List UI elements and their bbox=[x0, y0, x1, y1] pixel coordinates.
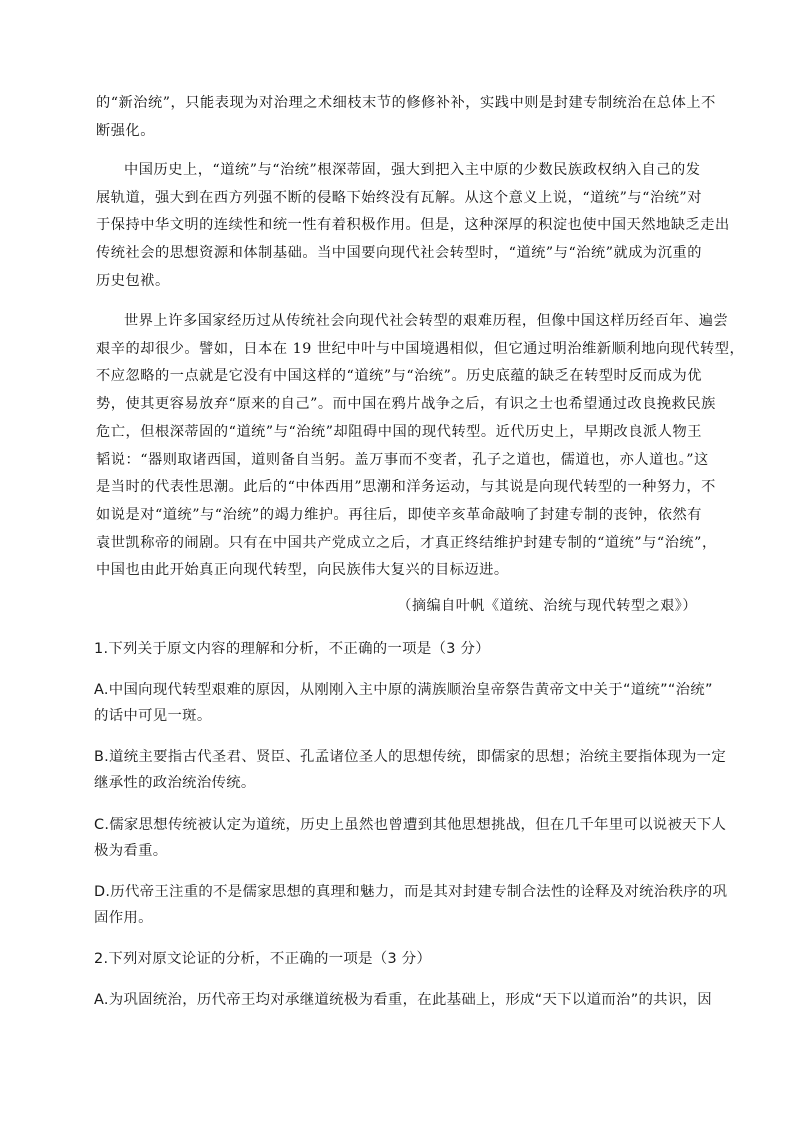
option-text: D.历代帝王注重的不是儒家思想的真理和魅力，而是其对封建专制合法性的诠释及对统治秩序的巩 bbox=[94, 884, 728, 900]
text-line: 传统社会的思想资源和体制基础。当中国要向现代社会转型时，“道统”与“治统”就成为沉重的 bbox=[96, 245, 702, 262]
question-2-stem bbox=[94, 946, 702, 972]
question-1-stem bbox=[94, 636, 702, 662]
text-line: 中国也由此开始真正向现代转型，向民族伟大复兴的目标迈进。 bbox=[96, 562, 509, 579]
option-text: A.为巩固统治，历代帝王均对承继道统极为看重，在此基础上，形成“天下以道而治”的共识，因 bbox=[94, 992, 712, 1008]
text-line: 危亡，但根深蒂固的“道统”与“治统”却阻碍中国的现代转型。近代历史上，早期改良派人物王 bbox=[96, 423, 702, 440]
passage-source: （摘编自叶帆《道统、治统与现代转型之艰》） bbox=[397, 598, 697, 614]
question-1-option-a bbox=[94, 677, 713, 729]
text-line: 于保持中华文明的连续性和统一性有着积极作用。但是，这种深厚的积淀也使中国天然地缺乏走出 bbox=[96, 217, 730, 234]
question-text: 1.下列关于原文内容的理解和分析，不正确的一项是（3 分） bbox=[94, 641, 490, 657]
option-text: 固作用。 bbox=[94, 910, 153, 926]
question-1-option-c bbox=[94, 812, 727, 864]
text-line: 艰辛的却很少。譬如，日本在 19 世纪中叶与中国境遇相似，但它通过明治维新顺利地向现代转型， bbox=[96, 340, 745, 357]
question-text: 2.下列对原文论证的分析，不正确的一项是（3 分） bbox=[94, 951, 432, 967]
text-line: 历史包袱。 bbox=[96, 272, 170, 289]
passage-paragraph-2 bbox=[96, 157, 730, 296]
question-1-option-d bbox=[94, 879, 728, 931]
text-line: 如说是对“道统”与“治统”的竭力维护。再往后，即使辛亥革命敲响了封建专制的丧钟，依然有 bbox=[96, 506, 702, 523]
option-text: 的话中可见一斑。 bbox=[94, 708, 212, 724]
text-line: 的“新治统”，只能表现为对治理之术细枝末节的修修补补，实践中则是封建专制统治在总体上不 bbox=[96, 95, 716, 111]
text-line: 中国历史上，“道统”与“治统”根深蒂固，强大到把入主中原的少数民族政权纳入自己的发 bbox=[124, 162, 701, 178]
text-line: 韬说：“器则取诸西国，道则备自当躬。盖万事而不变者，孔子之道也，儒道也，亦人道也。”这 bbox=[96, 451, 709, 468]
option-text: B.道统主要指古代圣君、贤臣、孔孟诸位圣人的思想传统，即儒家的思想；治统主要指体现为一定 bbox=[94, 749, 727, 765]
text-line: 势，使其更容易放弃“原来的自己”。而中国在鸦片战争之后，有识之士也希望通过改良挽救民族 bbox=[96, 396, 716, 413]
option-text: C.儒家思想传统被认定为道统，历史上虽然也曾遭到其他思想挑战，但在几千年里可以说被天下人 bbox=[94, 817, 727, 833]
passage-paragraph-1 bbox=[96, 90, 716, 145]
text-line: 断强化。 bbox=[96, 122, 155, 139]
text-line: 袁世凯称帝的闹剧。只有在中国共产党成立之后，才真正终结维护封建专制的“道统”与“治统”， bbox=[96, 534, 717, 551]
text-line: 是当时的代表性思潮。此后的“中体西用”思潮和洋务运动，与其说是向现代转型的一种努力，不 bbox=[96, 479, 716, 496]
option-text: 继承性的政治统治传统。 bbox=[94, 775, 256, 791]
passage-paragraph-3 bbox=[96, 308, 745, 585]
question-1-option-b bbox=[94, 744, 727, 796]
option-text: A.中国向现代转型艰难的原因，从刚刚入主中原的满族顺治皇帝祭告黄帝文中关于“道统”“治统” bbox=[94, 682, 713, 698]
text-line: 不应忽略的一点就是它没有中国这样的“道统”与“治统”。历史底蕴的缺乏在转型时反而成为优 bbox=[96, 368, 702, 385]
question-2-option-a bbox=[94, 987, 712, 1013]
text-line: 展轨道，强大到在西方列强不断的侵略下始终没有瓦解。从这个意义上说，“道统”与“治统”对 bbox=[96, 189, 702, 206]
option-text: 极为看重。 bbox=[94, 843, 168, 859]
text-line: 世界上许多国家经历过从传统社会向现代社会转型的艰难历程，但像中国这样历经百年、遍尝 bbox=[124, 313, 729, 329]
